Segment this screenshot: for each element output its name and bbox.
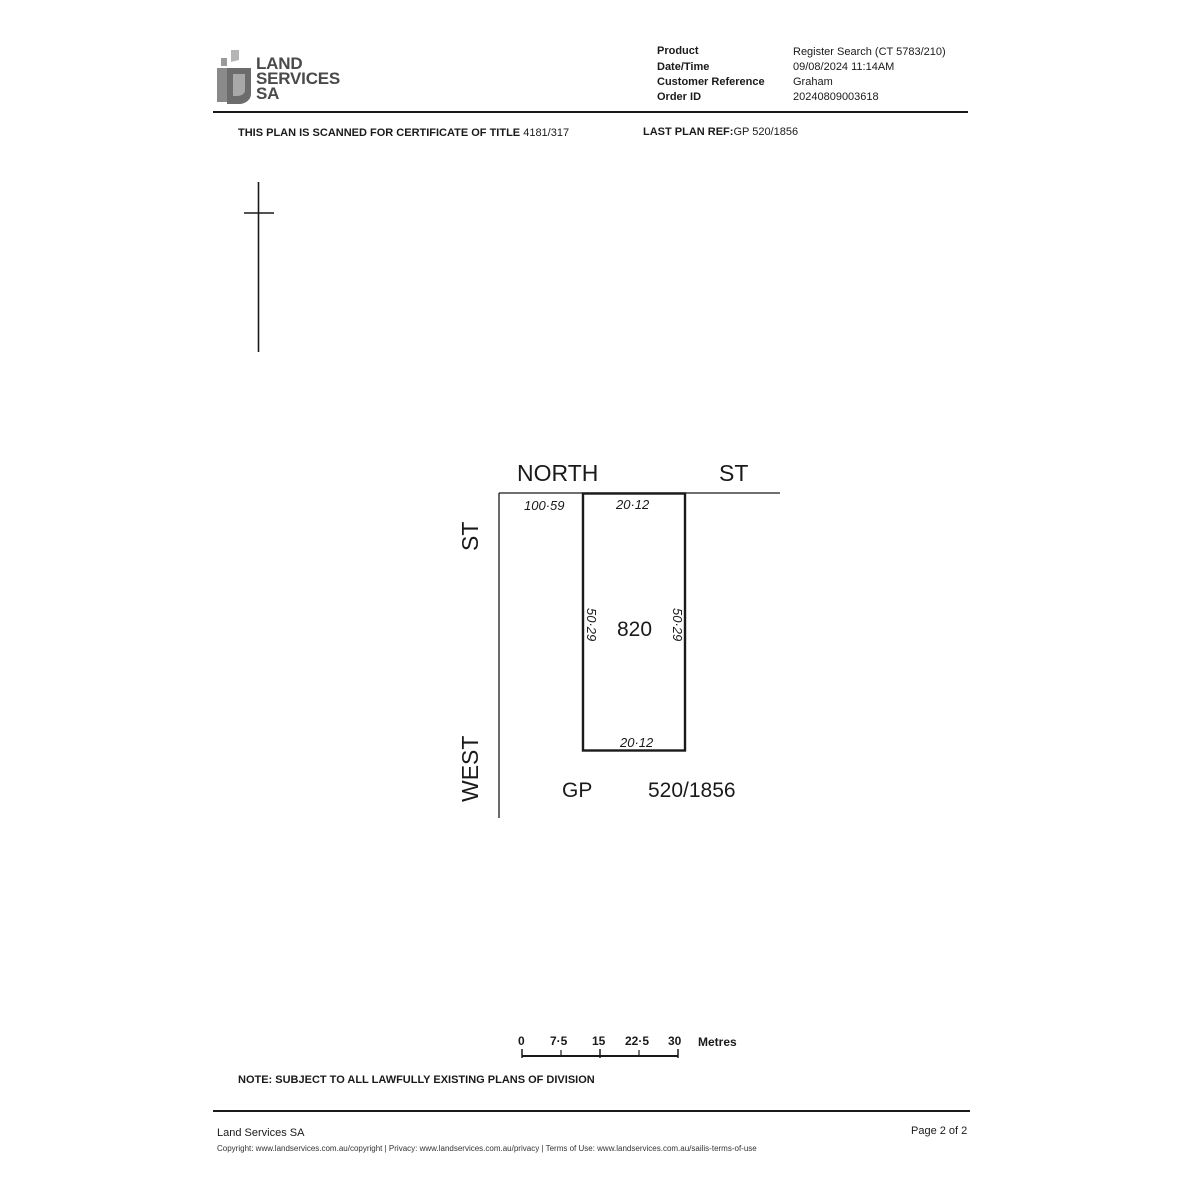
meta-product-label: Product <box>657 45 699 57</box>
scanned-for-title <box>238 127 569 139</box>
logo-line-land: LAND <box>256 54 303 73</box>
scale-tick-15: 15 <box>592 1034 606 1048</box>
logo-mark-icon <box>215 48 255 106</box>
last-plan-ref <box>643 126 798 138</box>
meta-datetime-value: 09/08/2024 11:14AM <box>793 61 895 73</box>
meta-order-label: Order ID <box>657 91 702 103</box>
bottom-dimension: 20·12 <box>620 735 654 750</box>
footer-links: Copyright: www.landservices.com.au/copyright | Privacy: www.landservices.com.au/privacy | Terms of Use: www.landservices.com.au/sailis-terms-of-use <box>217 1144 757 1153</box>
scale-tick-30: 30 <box>668 1034 682 1048</box>
scale-bar <box>510 1028 760 1064</box>
right-dimension: 50·29 <box>670 608 685 642</box>
scale-tick-7-5: 7·5 <box>550 1034 568 1048</box>
scanned-label: THIS PLAN IS SCANNED FOR CERTIFICATE OF TITLE <box>238 127 521 139</box>
lastref-label: LAST PLAN REF: <box>643 126 734 138</box>
lastref-value: GP 520/1856 <box>733 126 799 138</box>
top-dimension: 20·12 <box>616 497 650 512</box>
street-north-st: ST <box>719 460 749 486</box>
allotment-number: 820 <box>617 618 653 641</box>
north-arrow-icon <box>240 180 280 356</box>
left-dimension: 50·29 <box>584 608 599 642</box>
meta-custref-value: Graham <box>793 76 833 88</box>
scanned-value: 4181/317 <box>523 127 570 139</box>
logo-line-services: SERVICES <box>256 69 341 88</box>
plan-drawing <box>430 450 800 830</box>
footer-org: Land Services SA <box>217 1127 305 1139</box>
logo <box>215 48 340 106</box>
scale-tick-0: 0 <box>518 1034 525 1048</box>
street-west-st: ST <box>457 521 483 551</box>
gp-value: 520/1856 <box>648 779 736 802</box>
gp-label: GP <box>562 779 593 802</box>
footer-page-number: Page 2 of 2 <box>911 1125 968 1137</box>
meta-datetime-label: Date/Time <box>657 61 710 73</box>
meta-custref-label: Customer Reference <box>657 76 765 88</box>
meta-order-value: 20240809003618 <box>793 91 879 103</box>
footer-divider <box>213 1110 970 1112</box>
meta-product-value: Register Search (CT 5783/210) <box>793 46 946 58</box>
scale-tick-22-5: 22·5 <box>625 1034 650 1048</box>
street-west-word: WEST <box>457 735 483 802</box>
scale-unit: Metres <box>698 1035 737 1049</box>
logo-line-sa: SA <box>256 84 280 103</box>
frontage-distance: 100·59 <box>524 498 565 513</box>
header-divider <box>213 111 968 113</box>
street-north-word: NORTH <box>517 460 599 486</box>
plan-note: NOTE: SUBJECT TO ALL LAWFULLY EXISTING PLANS OF DIVISION <box>238 1074 595 1086</box>
